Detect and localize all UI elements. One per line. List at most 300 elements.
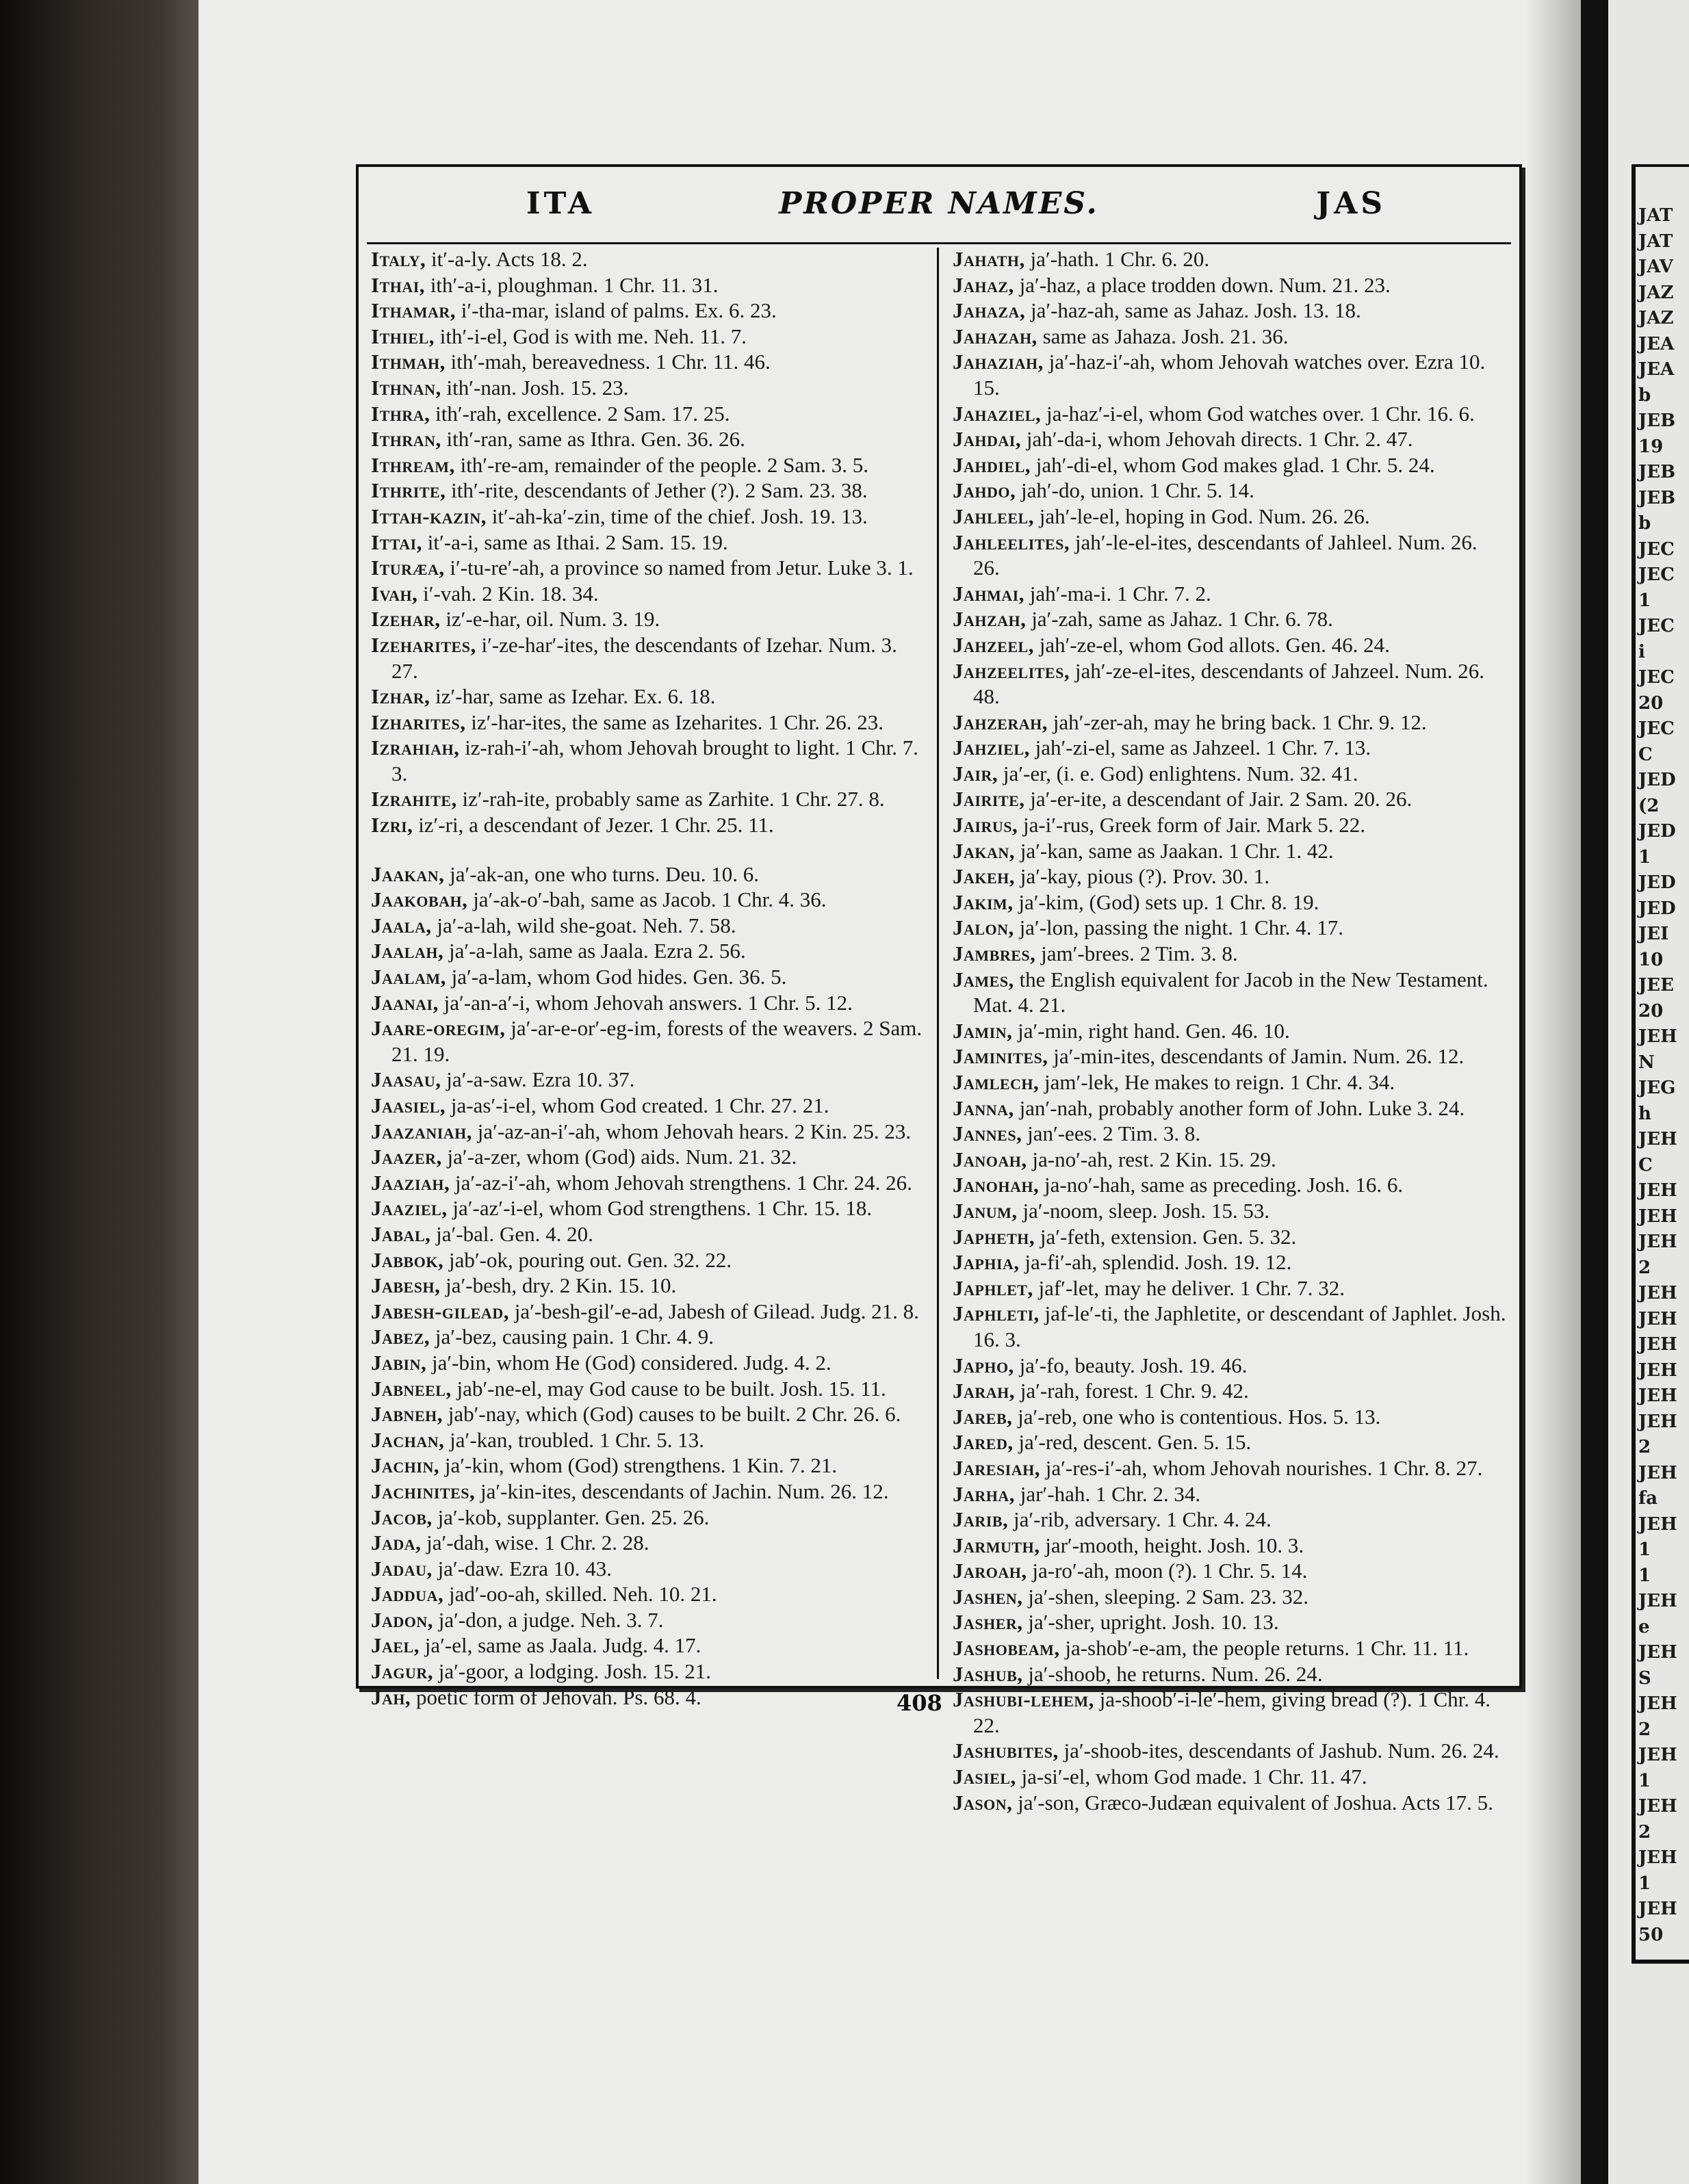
facing-page-text-fragment: JEH: [1638, 1026, 1677, 1047]
entry-definition: ja′-shoob, he returns. Num. 26. 24.: [1022, 1661, 1323, 1686]
entry-headword: Jaresiah,: [953, 1455, 1040, 1480]
dictionary-entry: [371, 887, 927, 913]
entry-definition: ja′-dah, wise. 1 Chr. 2. 28.: [421, 1531, 649, 1555]
facing-page-text-fragment: JEH: [1638, 1745, 1677, 1765]
dictionary-entry: [371, 632, 927, 684]
facing-page-text-fragment: JEH: [1638, 1462, 1677, 1483]
entry-definition: ja′-kim, (God) sets up. 1 Chr. 8. 19.: [1013, 889, 1319, 914]
facing-page-text-fragment: 1: [1638, 1539, 1651, 1560]
entry-headword: Jahdai,: [953, 427, 1022, 452]
facing-page-text-fragment: i: [1638, 641, 1645, 662]
entry-headword: Jahath,: [953, 247, 1025, 271]
dictionary-entry: [371, 1633, 927, 1659]
facing-page-text-fragment: JEC: [1638, 564, 1675, 585]
dictionary-entry: [953, 349, 1508, 400]
facing-page-text-fragment: 1: [1638, 846, 1651, 868]
facing-page-text-fragment: JEH: [1638, 1334, 1677, 1355]
entry-definition: ja′-hath. 1 Chr. 6. 20.: [1024, 247, 1210, 271]
entry-headword: Jabesh,: [371, 1273, 441, 1298]
entry-definition: ja′-reb, one who is contentious. Hos. 5. 13.: [1012, 1404, 1381, 1429]
entry-headword: Jaala,: [371, 913, 432, 937]
entry-definition: ith′-rite, descendants of Jether (?). 2 Sam. 23. 38.: [446, 478, 868, 503]
entry-definition: i′-tha-mar, island of palms. Ex. 6. 23.: [456, 298, 777, 323]
entry-headword: Japhia,: [953, 1250, 1020, 1275]
dictionary-entry: [953, 246, 1508, 272]
dictionary-entry: [371, 272, 927, 298]
entry-headword: Jamin,: [953, 1018, 1013, 1043]
dictionary-entry: [953, 1764, 1508, 1790]
entry-headword: Jason,: [953, 1790, 1013, 1815]
facing-page-text-fragment: JEH: [1638, 1693, 1677, 1714]
dictionary-entry: [953, 1790, 1508, 1816]
entry-headword: Jaaziah,: [371, 1170, 450, 1195]
entry-definition: jah′-da-i, whom Jehovah directs. 1 Chr. 2. 47.: [1021, 427, 1413, 452]
entry-headword: Japhlet,: [953, 1275, 1033, 1300]
entry-definition: jah′-ze-el-ites, descendants of Jahzeel. Num. 26. 48.: [973, 658, 1484, 709]
entry-definition: ja′-ak-an, one who turns. Deu. 10. 6.: [444, 861, 760, 886]
entry-headword: Jahzerah,: [953, 710, 1048, 734]
dictionary-entry: [371, 530, 927, 556]
entry-definition: ja′-haz, a place trodden down. Num. 21. 23.: [1014, 272, 1391, 297]
entry-headword: Ithamar,: [371, 298, 456, 323]
entry-headword: Jabin,: [371, 1350, 427, 1375]
dictionary-entry: [371, 1195, 927, 1221]
facing-page-text-fragment: 20: [1638, 1000, 1664, 1022]
dictionary-entry: [371, 349, 927, 375]
entry-definition: ja-fi′-ah, splendid. Josh. 19. 12.: [1019, 1250, 1292, 1275]
dictionary-entry: [953, 401, 1508, 427]
facing-page-text-fragment: JEH: [1638, 1180, 1677, 1201]
entry-definition: ja-no′-ah, rest. 2 Kin. 15. 29.: [1027, 1147, 1276, 1171]
entry-headword: Jadon,: [371, 1607, 434, 1632]
facing-page-text-fragment: JEI: [1638, 924, 1669, 944]
dictionary-entry: [953, 1249, 1508, 1275]
dictionary-entry: [371, 555, 927, 581]
dictionary-entry: [953, 710, 1508, 736]
entry-definition: jab′-nay, which (God) causes to be built. 2 Chr. 26. 6.: [443, 1402, 901, 1427]
entry-definition: ja′-er, (i. e. God) enlightens. Num. 32. 41.: [998, 761, 1358, 785]
entry-definition: ja′-a-lah, same as Jaala. Ezra 2. 56.: [443, 939, 746, 963]
entry-headword: Jahzah,: [953, 607, 1027, 632]
entry-definition: jab′-ne-el, may God cause to be built. Josh. 15. 11.: [451, 1376, 886, 1401]
entry-definition: ja-ro′-ah, moon (?). 1 Chr. 5. 14.: [1027, 1559, 1308, 1583]
entry-headword: Ithrite,: [371, 478, 446, 503]
entry-definition: jaf-le′-ti, the Japhletite, or descendant of Japhlet. Josh. 16. 3.: [973, 1301, 1506, 1351]
dictionary-entry: [371, 735, 927, 786]
entry-headword: Jah,: [371, 1685, 411, 1709]
entry-definition: ja′-min, right hand. Gen. 46. 10.: [1012, 1018, 1290, 1043]
facing-page-text-fragment: JAZ: [1638, 282, 1674, 303]
dictionary-entry: [953, 1429, 1508, 1455]
entry-headword: Jabneel,: [371, 1376, 452, 1401]
facing-page-text-fragment: 1: [1638, 1565, 1651, 1586]
entry-headword: Ithiel,: [371, 324, 435, 348]
dictionary-entry: [953, 1121, 1508, 1147]
facing-page-text-fragment: JEB: [1638, 411, 1676, 431]
entry-headword: Janum,: [953, 1198, 1018, 1223]
entry-definition: ith′-mah, bereavedness. 1 Chr. 11. 46.: [445, 350, 771, 374]
entry-definition: iz′-ri, a descendant of Jezer. 1 Chr. 25. 11.: [413, 813, 774, 837]
dictionary-entry: [953, 1584, 1508, 1610]
entry-definition: ja′-rah, forest. 1 Chr. 9. 42.: [1015, 1379, 1249, 1403]
entry-headword: Janohah,: [953, 1173, 1040, 1197]
entry-definition: ja′-bez, causing pain. 1 Chr. 4. 9.: [430, 1325, 714, 1349]
entry-definition: ja′-a-lah, wild she-goat. Neh. 7. 58.: [431, 913, 736, 937]
entry-headword: Ituræa,: [371, 556, 445, 580]
entry-definition: ja-as′-i-el, whom God created. 1 Chr. 27. 21.: [446, 1093, 829, 1117]
entry-headword: Izehar,: [371, 607, 441, 632]
entry-headword: Jasiel,: [953, 1765, 1016, 1789]
facing-page-text-fragment: JAT: [1638, 231, 1673, 252]
entry-definition: ja′-kin, whom (God) strengthens. 1 Kin. 7. 21.: [439, 1453, 838, 1478]
dictionary-entry: [953, 812, 1508, 838]
facing-page-text-fragment: JAT: [1638, 205, 1673, 226]
dictionary-entry: [371, 1479, 927, 1505]
entry-definition: ja′-haz-i′-ah, whom Jehovah watches over. Ezra 10. 15.: [973, 350, 1486, 400]
dictionary-entry: [371, 1144, 927, 1170]
dictionary-entry: [371, 1376, 927, 1402]
entry-definition: ja′-fo, beauty. Josh. 19. 46.: [1014, 1353, 1248, 1377]
facing-page-text-fragment: JEB: [1638, 462, 1676, 482]
entry-headword: Japheth,: [953, 1224, 1035, 1249]
header-left-guideword: ITA: [526, 186, 595, 221]
entry-definition: jan′-ees. 2 Tim. 3. 8.: [1022, 1121, 1201, 1146]
left-column: [371, 246, 927, 1710]
entry-headword: Jahzeelites,: [953, 658, 1070, 683]
entry-headword: Jadau,: [371, 1556, 433, 1581]
dictionary-entry: [953, 967, 1508, 1018]
dictionary-entry: [371, 1350, 927, 1376]
dictionary-entry: [371, 1119, 927, 1145]
dictionary-entry: [953, 1069, 1508, 1095]
entry-headword: Jahaza,: [953, 298, 1026, 323]
entry-headword: Jashobeam,: [953, 1636, 1060, 1661]
facing-page-text-fragment: JEH: [1638, 1232, 1677, 1252]
dictionary-entry: [953, 606, 1508, 632]
facing-page-text-fragment: N: [1638, 1052, 1655, 1073]
entry-headword: Jambres,: [953, 941, 1036, 966]
facing-page-text-fragment: JEH: [1638, 1308, 1677, 1329]
dictionary-entry: [371, 1299, 927, 1325]
dictionary-entry: [953, 1378, 1508, 1404]
entry-headword: Jaminites,: [953, 1044, 1048, 1069]
dictionary-entry: [953, 1147, 1508, 1173]
entry-headword: Izhar,: [371, 684, 430, 709]
facing-page-text-fragment: fa: [1638, 1488, 1658, 1509]
entry-definition: jaf′-let, may he deliver. 1 Chr. 7. 32.: [1033, 1275, 1345, 1300]
entry-definition: ja′-haz-ah, same as Jahaz. Josh. 13. 18.: [1025, 298, 1361, 323]
entry-headword: Jahdo,: [953, 478, 1016, 503]
entry-headword: Jacob,: [371, 1505, 433, 1529]
entry-headword: Ithra,: [371, 401, 430, 426]
entry-headword: Japho,: [953, 1353, 1014, 1377]
entry-headword: Jakan,: [953, 838, 1016, 863]
facing-page-text-fragment: JEA: [1638, 333, 1675, 354]
dictionary-entry: [371, 375, 927, 401]
entry-definition: jam′-lek, He makes to reign. 1 Chr. 4. 34.: [1039, 1070, 1395, 1094]
entry-definition: ith′-a-i, ploughman. 1 Chr. 11. 31.: [425, 272, 719, 297]
dictionary-entry: [953, 1533, 1508, 1559]
entry-headword: Jaare-oregim,: [371, 1016, 506, 1041]
entry-headword: Jarmuth,: [953, 1533, 1040, 1557]
entry-headword: Ithai,: [371, 272, 426, 297]
entry-definition: i′-tu-re′-ah, a province so named from Jetur. Luke 3. 1.: [444, 556, 914, 580]
facing-page-text-fragment: JED: [1638, 898, 1676, 919]
entry-definition: ja′-kob, supplanter. Gen. 25. 26.: [432, 1505, 710, 1529]
entry-headword: Japhleti,: [953, 1301, 1040, 1326]
entry-headword: James,: [953, 967, 1014, 991]
entry-definition: ja-haz′-i-el, whom God watches over. 1 Chr. 16. 6.: [1041, 401, 1475, 426]
entry-definition: ja′-kin-ites, descendants of Jachin. Num. 26. 12.: [475, 1479, 889, 1503]
dictionary-entry: [371, 478, 927, 504]
entry-headword: Jair,: [953, 761, 998, 785]
dictionary-entry: [371, 964, 927, 990]
dictionary-entry: [371, 1247, 927, 1273]
facing-page-text-fragment: JEH: [1638, 1513, 1677, 1535]
dictionary-entry: [371, 1556, 927, 1582]
facing-page-text-fragment: JEE: [1638, 975, 1674, 996]
entry-definition: jah′-le-el, hoping in God. Num. 26. 26.: [1033, 504, 1370, 528]
entry-definition: jar′-hah. 1 Chr. 2. 34.: [1015, 1481, 1201, 1506]
entry-headword: Ithran,: [371, 427, 441, 452]
entry-definition: ja′-min-ites, descendants of Jamin. Num. 26. 12.: [1048, 1044, 1465, 1069]
entry-headword: Jaroah,: [953, 1559, 1027, 1583]
facing-page-text-fragment: S: [1638, 1667, 1651, 1689]
entry-headword: Jashub,: [953, 1661, 1023, 1686]
entry-definition: ith′-re-am, remainder of the people. 2 Sam. 3. 5.: [454, 452, 869, 477]
facing-page-text-fragment: h: [1638, 1103, 1651, 1124]
facing-page-text-fragment: JEC: [1638, 538, 1675, 560]
dictionary-entry: [953, 478, 1508, 504]
facing-page-text-fragment: 1: [1638, 590, 1651, 611]
entry-headword: Jabal,: [371, 1221, 431, 1246]
entry-definition: ja′-son, Græco-Judæan equivalent of Joshua. Acts 17. 5.: [1012, 1790, 1493, 1815]
entry-definition: ja′-kay, pious (?). Prov. 30. 1.: [1015, 864, 1270, 889]
book-gutter: [1581, 0, 1608, 2184]
dictionary-entry: [371, 1170, 927, 1196]
entry-definition: iz′-har, same as Izehar. Ex. 6. 18.: [430, 684, 716, 709]
entry-definition: ja′-az-an-i′-ah, whom Jehovah hears. 2 Kin. 25. 23.: [472, 1119, 912, 1143]
dictionary-entry: [953, 941, 1508, 967]
dictionary-entry: [371, 684, 927, 710]
entry-definition: jah′-zer-ah, may he bring back. 1 Chr. 9. 12.: [1048, 710, 1427, 734]
entry-definition: jah′-di-el, whom God makes glad. 1 Chr. 5. 24.: [1031, 452, 1435, 477]
column-divider: [937, 248, 939, 1679]
page-curl-shadow: [1526, 0, 1581, 2184]
entry-definition: ja-i′-rus, Greek form of Jair. Mark 5. 22.: [1018, 813, 1366, 837]
entry-definition: ja′-res-i′-ah, whom Jehovah nourishes. 1 Chr. 8. 27.: [1040, 1455, 1483, 1480]
entry-headword: Jaakan,: [371, 861, 445, 886]
entry-definition: iz-rah-i′-ah, whom Jehovah brought to light. 1 Chr. 7. 3.: [391, 736, 919, 785]
entry-headword: Jahleelites,: [953, 530, 1070, 554]
entry-definition: ja-no′-hah, same as preceding. Josh. 16. 6.: [1039, 1173, 1404, 1197]
dictionary-entry: [953, 1301, 1508, 1352]
dictionary-entry: [953, 530, 1508, 581]
facing-page-text-fragment: JEH: [1638, 1411, 1677, 1432]
entry-headword: Jashubites,: [953, 1739, 1059, 1763]
page-number: 408: [897, 1690, 942, 1716]
entry-headword: Jakim,: [953, 889, 1014, 914]
entry-definition: ja′-red, descent. Gen. 5. 15.: [1013, 1430, 1252, 1455]
dictionary-entry: [953, 1172, 1508, 1198]
dictionary-entry: [953, 1353, 1508, 1379]
dictionary-entry: [371, 1427, 927, 1453]
dictionary-entry: [953, 863, 1508, 889]
dictionary-entry: [371, 1067, 927, 1093]
entry-headword: Jairus,: [953, 813, 1018, 837]
facing-page-text-fragment: 1: [1638, 1770, 1651, 1791]
entry-headword: Jaasau,: [371, 1067, 441, 1092]
dictionary-entry: [371, 581, 927, 607]
facing-page-text-fragment: JEH: [1638, 1360, 1677, 1381]
dictionary-entry: [953, 1043, 1508, 1069]
entry-headword: Jashen,: [953, 1584, 1023, 1609]
facing-page-text-fragment: 1: [1638, 1873, 1651, 1894]
dictionary-entry: [371, 324, 927, 350]
facing-page-text-fragment: JEH: [1638, 1591, 1677, 1611]
entry-headword: Izeharites,: [371, 632, 476, 657]
dictionary-entry: [371, 861, 927, 887]
entry-definition: ja-si′-el, whom God made. 1 Chr. 11. 47.: [1016, 1765, 1367, 1789]
dictionary-entry: [371, 1581, 927, 1607]
entry-definition: ja′-goor, a lodging. Josh. 15. 21.: [433, 1659, 711, 1684]
facing-page-text-fragment: (2: [1638, 795, 1660, 816]
entry-definition: ja′-az′-i-el, whom God strengthens. 1 Chr. 15. 18.: [447, 1196, 873, 1221]
facing-page-text-fragment: JEG: [1638, 1078, 1676, 1098]
dictionary-entry: [371, 606, 927, 632]
facing-page-text-fragment: C: [1638, 1154, 1653, 1175]
entry-definition: ja′-zah, same as Jahaz. 1 Chr. 6. 78.: [1026, 607, 1333, 632]
entry-definition: iz′-har-ites, the same as Izeharites. 1 Chr. 26. 23.: [465, 710, 884, 734]
entry-headword: Jabesh-gilead,: [371, 1299, 509, 1323]
dictionary-entry: [953, 1558, 1508, 1584]
facing-page-text-fragment: 2: [1638, 1719, 1651, 1740]
dictionary-entry: [371, 1453, 927, 1479]
dictionary-entry: [371, 1273, 927, 1299]
dictionary-entry: [953, 761, 1508, 787]
entry-definition: iz′-e-har, oil. Num. 3. 19.: [440, 607, 660, 632]
entry-headword: Ivah,: [371, 581, 418, 606]
entry-definition: ja-shob′-e-am, the people returns. 1 Chr. 11. 11.: [1059, 1636, 1469, 1661]
dictionary-entry: [371, 246, 927, 272]
entry-headword: Jakeh,: [953, 864, 1016, 889]
entry-definition: ja′-shoob-ites, descendants of Jashub. Num. 26. 24.: [1058, 1739, 1499, 1763]
facing-page-text-fragment: 10: [1638, 949, 1664, 970]
dictionary-entry: [371, 1015, 927, 1067]
entry-headword: Jalon,: [953, 915, 1014, 940]
entry-headword: Janna,: [953, 1095, 1014, 1120]
facing-page-text-fragment: JED: [1638, 872, 1676, 893]
entry-definition: ith′-i-el, God is with me. Neh. 11. 7.: [435, 324, 747, 348]
facing-page-text-fragment: JEA: [1638, 359, 1675, 380]
entry-headword: Jagur,: [371, 1659, 434, 1684]
entry-definition: ith′-nan. Josh. 15. 23.: [441, 375, 629, 400]
dictionary-entry: [953, 426, 1508, 452]
dictionary-entry: [953, 1687, 1508, 1738]
entry-definition: iz′-rah-ite, probably same as Zarhite. 1 Chr. 27. 8.: [456, 787, 885, 811]
entry-headword: Ithream,: [371, 452, 455, 477]
facing-page-text-fragment: JEH: [1638, 1386, 1677, 1406]
entry-headword: Jahleel,: [953, 504, 1034, 528]
entry-definition: ith′-ran, same as Ithra. Gen. 36. 26.: [441, 427, 745, 452]
facing-page-text-fragment: JAV: [1638, 257, 1673, 277]
entry-definition: ja′-ar-e-or′-eg-im, forests of the weavers. 2 Sam. 21. 19.: [391, 1016, 923, 1066]
facing-page-text-fragment: 2: [1638, 1821, 1651, 1843]
facing-page-fragment: [1608, 0, 1689, 2184]
entry-definition: jah′-le-el-ites, descendants of Jahleel. Num. 26. 26.: [973, 530, 1478, 580]
entry-headword: Jarah,: [953, 1379, 1016, 1403]
dictionary-entry: [953, 324, 1508, 350]
dictionary-entry: [953, 1224, 1508, 1250]
entry-headword: Jahaziel,: [953, 401, 1042, 426]
dictionary-entry: [371, 1530, 927, 1556]
facing-page-text-fragment: e: [1638, 1616, 1650, 1637]
entry-definition: ja′-a-saw. Ezra 10. 37.: [441, 1067, 635, 1092]
dictionary-entry: [371, 426, 927, 452]
dictionary-entry: [953, 452, 1508, 478]
entry-definition: ja′-kan, same as Jaakan. 1 Chr. 1. 42.: [1015, 838, 1334, 863]
entry-definition: ja′-bal. Gen. 4. 20.: [430, 1221, 593, 1246]
dictionary-entry: [371, 786, 927, 812]
entry-headword: Jaanai,: [371, 990, 439, 1015]
entry-headword: Jaalam,: [371, 965, 446, 989]
entry-headword: Jaalah,: [371, 939, 444, 963]
header-rule: [367, 242, 1511, 244]
facing-page-text-fragment: JEH: [1638, 1899, 1677, 1919]
dictionary-entry: [371, 1093, 927, 1119]
entry-definition: jab′-ok, pouring out. Gen. 32. 22.: [443, 1247, 732, 1272]
entry-definition: jad′-oo-ah, skilled. Neh. 10. 21.: [443, 1582, 717, 1607]
facing-page-text-fragment: JEC: [1638, 616, 1675, 636]
header-title: PROPER NAMES.: [779, 186, 1099, 221]
entry-headword: Jahazah,: [953, 324, 1037, 348]
dictionary-entry: [371, 1324, 927, 1350]
facing-page-text-fragment: JEH: [1638, 1283, 1677, 1303]
entry-headword: Jashubi-lehem,: [953, 1687, 1094, 1712]
entry-headword: Jabez,: [371, 1325, 430, 1349]
entry-definition: ja′-rib, adversary. 1 Chr. 4. 24.: [1008, 1507, 1272, 1532]
dictionary-entry: [371, 1685, 927, 1711]
entry-headword: Jaaziel,: [371, 1196, 448, 1221]
entry-headword: Jarib,: [953, 1507, 1009, 1532]
entry-headword: Izrahiah,: [371, 736, 460, 760]
dictionary-entry: [371, 1221, 927, 1247]
header-right-guideword: JAS: [1316, 186, 1386, 221]
entry-headword: Jaazer,: [371, 1145, 442, 1169]
entry-definition: same as Jahaza. Josh. 21. 36.: [1037, 324, 1289, 348]
dictionary-entry: [953, 1635, 1508, 1661]
dictionary-entry: [371, 990, 927, 1016]
dictionary-entry: [953, 1507, 1508, 1533]
dictionary-entry: [953, 838, 1508, 864]
dictionary-entry: [371, 401, 927, 427]
dictionary-entry: [371, 1505, 927, 1531]
dictionary-entry: [953, 1661, 1508, 1687]
dictionary-entry: [953, 1018, 1508, 1044]
entry-definition: ja′-shen, sleeping. 2 Sam. 23. 32.: [1022, 1584, 1309, 1609]
entry-definition: i′-vah. 2 Kin. 18. 34.: [417, 581, 599, 606]
dictionary-entry: [953, 581, 1508, 607]
dictionary-entry: [953, 504, 1508, 530]
dictionary-entry: [953, 1609, 1508, 1635]
entry-definition: poetic form of Jehovah. Ps. 68. 4.: [411, 1685, 701, 1709]
dictionary-entry: [371, 1659, 927, 1685]
entry-headword: Jachinites,: [371, 1479, 476, 1503]
entry-definition: ja′-lon, passing the night. 1 Chr. 4. 17.: [1014, 915, 1344, 940]
facing-page-text-fragment: JEB: [1638, 487, 1676, 508]
dictionary-entry: [371, 1607, 927, 1633]
entry-headword: Jared,: [953, 1430, 1014, 1455]
